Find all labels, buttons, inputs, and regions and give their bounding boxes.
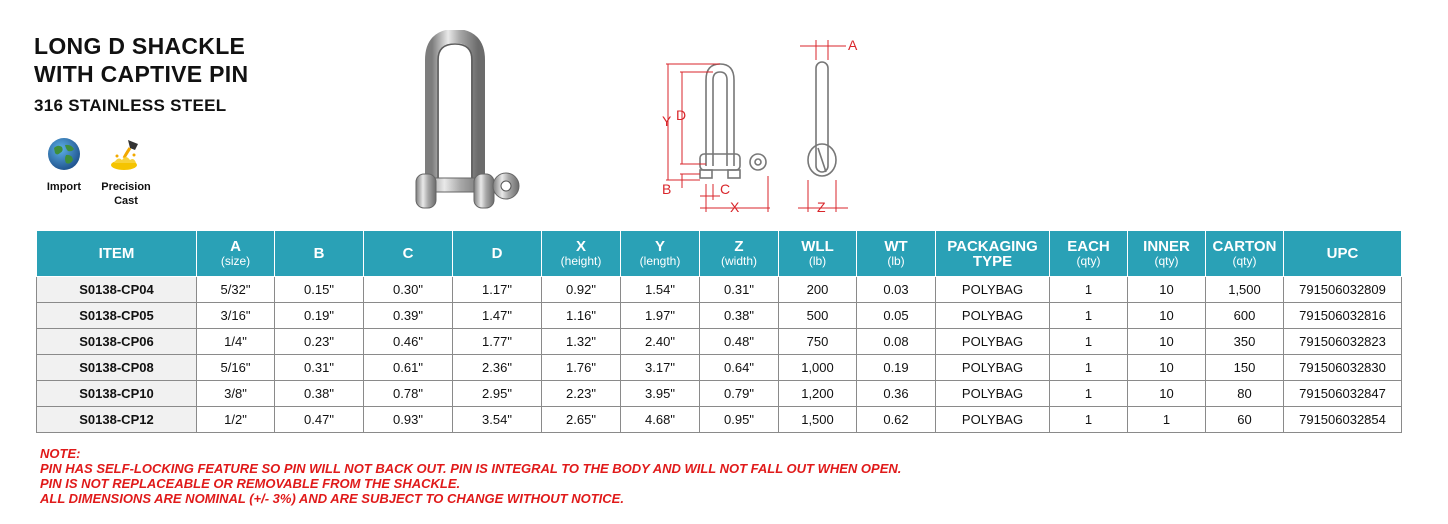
table-cell: 0.19" <box>275 303 364 329</box>
table-cell: 791506032816 <box>1284 303 1402 329</box>
column-header-label: ITEM <box>98 245 135 262</box>
product-title <box>34 32 248 88</box>
table-cell: 0.64" <box>700 355 779 381</box>
column-header-label: CARTON <box>1212 238 1277 255</box>
column-header-unit: (width) <box>720 254 757 268</box>
table-cell: 791506032823 <box>1284 329 1402 355</box>
table-cell: 0.47" <box>275 407 364 433</box>
item-cell: S0138-CP06 <box>37 329 197 355</box>
table-cell: 0.23" <box>275 329 364 355</box>
item-cell: S0138-CP05 <box>37 303 197 329</box>
table-cell: 0.19 <box>857 355 936 381</box>
table-cell: 0.48" <box>700 329 779 355</box>
note-line-3: ALL DIMENSIONS ARE NOMINAL (+/- 3%) AND ARE SUBJECT TO CHANGE WITHOUT NOTICE. <box>40 491 624 506</box>
table-cell: 0.15" <box>275 277 364 303</box>
table-cell: 1.32" <box>542 329 621 355</box>
table-cell: 1 <box>1050 329 1128 355</box>
column-header-unit: TYPE <box>972 252 1013 270</box>
table-cell: 5/16" <box>197 355 275 381</box>
table-cell: 1.16" <box>542 303 621 329</box>
table-cell: 0.03 <box>857 277 936 303</box>
table-cell: 1,500 <box>1206 277 1284 303</box>
table-cell: 0.30" <box>364 277 453 303</box>
item-cell: S0138-CP12 <box>37 407 197 433</box>
column-header-unit: (qty) <box>1232 254 1257 268</box>
table-cell: 791506032854 <box>1284 407 1402 433</box>
column-header-label: C <box>402 245 414 262</box>
item-cell: S0138-CP10 <box>37 381 197 407</box>
label-z: Z <box>817 199 826 215</box>
table-cell: 0.79" <box>700 381 779 407</box>
column-header-d <box>453 231 542 277</box>
table-cell: 1.17" <box>453 277 542 303</box>
table-cell: 3/16" <box>197 303 275 329</box>
table-cell: 2.40" <box>621 329 700 355</box>
column-header-label: WT <box>884 238 908 255</box>
table-cell: 0.08 <box>857 329 936 355</box>
table-cell: 0.46" <box>364 329 453 355</box>
column-header-item <box>37 231 197 277</box>
table-cell: 1 <box>1050 381 1128 407</box>
column-header-each <box>1050 231 1128 277</box>
table-cell: POLYBAG <box>936 277 1050 303</box>
dimension-diagram <box>660 36 790 220</box>
table-cell: 0.62 <box>857 407 936 433</box>
table-cell: 2.23" <box>542 381 621 407</box>
table-cell: 600 <box>1206 303 1284 329</box>
table-cell: 791506032847 <box>1284 381 1402 407</box>
column-header-z <box>700 231 779 277</box>
table-cell: 80 <box>1206 381 1284 407</box>
table-row <box>37 381 1402 407</box>
table-cell: 1.54" <box>621 277 700 303</box>
table-cell: POLYBAG <box>936 381 1050 407</box>
table-cell: 10 <box>1128 303 1206 329</box>
table-row <box>37 329 1402 355</box>
table-cell: POLYBAG <box>936 407 1050 433</box>
table-cell: 750 <box>779 329 857 355</box>
table-row <box>37 303 1402 329</box>
column-header-label: PACKAGING <box>947 237 1038 255</box>
column-header-upc <box>1284 231 1402 277</box>
table-cell: POLYBAG <box>936 329 1050 355</box>
notes-block <box>40 446 901 506</box>
column-header-wll <box>779 231 857 277</box>
table-row <box>37 277 1402 303</box>
table-cell: 200 <box>779 277 857 303</box>
title-line-1: LONG D SHACKLE <box>34 33 246 59</box>
material-subtitle: 316 STAINLESS STEEL <box>34 96 227 115</box>
table-cell: 5/32" <box>197 277 275 303</box>
title-line-2: WITH CAPTIVE PIN <box>34 61 249 87</box>
precision-cast-label-line-1: Precision <box>101 181 151 193</box>
table-cell: 0.92" <box>542 277 621 303</box>
table-cell: 1.97" <box>621 303 700 329</box>
table-cell: 791506032830 <box>1284 355 1402 381</box>
item-cell: S0138-CP04 <box>37 277 197 303</box>
table-cell: 1.76" <box>542 355 621 381</box>
precision-cast-icon <box>108 136 144 172</box>
table-cell: 0.39" <box>364 303 453 329</box>
spec-table <box>36 230 1402 433</box>
table-cell: 1/4" <box>197 329 275 355</box>
column-header-label: D <box>491 245 503 262</box>
column-header-label: EACH <box>1067 238 1110 255</box>
table-cell: 0.05 <box>857 303 936 329</box>
globe-icon <box>46 136 82 172</box>
table-cell: POLYBAG <box>936 303 1050 329</box>
table-cell: 2.65" <box>542 407 621 433</box>
table-cell: 2.36" <box>453 355 542 381</box>
column-header-label: UPC <box>1326 245 1359 262</box>
label-a: A <box>848 37 858 53</box>
table-cell: 0.36 <box>857 381 936 407</box>
table-cell: 0.95" <box>700 407 779 433</box>
table-cell: 1 <box>1050 303 1128 329</box>
column-header-packaging <box>936 231 1050 277</box>
item-cell: S0138-CP08 <box>37 355 197 381</box>
column-header-b <box>275 231 364 277</box>
table-cell: 1 <box>1128 407 1206 433</box>
table-cell: POLYBAG <box>936 355 1050 381</box>
table-cell: 60 <box>1206 407 1284 433</box>
column-header-y <box>621 231 700 277</box>
table-cell: 3.54" <box>453 407 542 433</box>
column-header-a <box>197 231 275 277</box>
table-row <box>37 407 1402 433</box>
column-header-c <box>364 231 453 277</box>
label-d: D <box>676 107 687 123</box>
label-c: C <box>720 181 731 197</box>
column-header-unit: (lb) <box>808 254 827 268</box>
column-header-unit: (length) <box>639 254 681 268</box>
precision-cast-label <box>96 180 156 208</box>
column-header-wt <box>857 231 936 277</box>
table-cell: 3.17" <box>621 355 700 381</box>
note-line-2: PIN IS NOT REPLACEABLE OR REMOVABLE FROM THE SHACKLE. <box>40 476 461 491</box>
side-view-diagram <box>790 36 870 220</box>
table-cell: 2.95" <box>453 381 542 407</box>
column-header-unit: (qty) <box>1154 254 1179 268</box>
table-cell: 10 <box>1128 355 1206 381</box>
note-line-1: PIN HAS SELF-LOCKING FEATURE SO PIN WILL NOT BACK OUT. PIN IS INTEGRAL TO THE BODY AND WILL NOT FALL OUT WHEN OPEN. <box>40 461 902 476</box>
table-header-row <box>37 231 1402 277</box>
label-x: X <box>730 199 740 215</box>
precision-cast-label-line-2: Cast <box>114 195 138 207</box>
table-cell: 1 <box>1050 277 1128 303</box>
import-badge-label: Import <box>46 181 82 193</box>
table-cell: 0.93" <box>364 407 453 433</box>
table-cell: 1 <box>1050 407 1128 433</box>
table-cell: 0.31" <box>275 355 364 381</box>
column-header-unit: (qty) <box>1076 254 1101 268</box>
table-cell: 4.68" <box>621 407 700 433</box>
column-header-label: WLL <box>801 238 834 255</box>
table-cell: 1.77" <box>453 329 542 355</box>
table-cell: 10 <box>1128 381 1206 407</box>
table-cell: 0.31" <box>700 277 779 303</box>
column-header-carton <box>1206 231 1284 277</box>
column-header-unit: (size) <box>220 254 251 268</box>
column-header-inner <box>1128 231 1206 277</box>
column-header-label: X <box>575 238 586 255</box>
table-cell: 0.38" <box>700 303 779 329</box>
table-cell: 1/2" <box>197 407 275 433</box>
column-header-unit: (height) <box>560 254 602 268</box>
column-header-label: INNER <box>1143 238 1190 255</box>
table-cell: 350 <box>1206 329 1284 355</box>
column-header-label: Z <box>734 238 744 255</box>
column-header-label: A <box>230 238 241 255</box>
table-cell: 0.38" <box>275 381 364 407</box>
table-cell: 1.47" <box>453 303 542 329</box>
column-header-unit: (lb) <box>887 254 905 268</box>
import-badge <box>34 136 94 194</box>
table-cell: 1,200 <box>779 381 857 407</box>
table-cell: 150 <box>1206 355 1284 381</box>
column-header-label: Y <box>654 238 665 255</box>
label-b: B <box>662 181 672 197</box>
table-cell: 0.61" <box>364 355 453 381</box>
shackle-photo <box>410 30 530 214</box>
label-y: Y <box>662 113 672 129</box>
table-cell: 791506032809 <box>1284 277 1402 303</box>
column-header-label: B <box>313 245 325 262</box>
column-header-x <box>542 231 621 277</box>
table-cell: 1 <box>1050 355 1128 381</box>
note-heading: NOTE: <box>40 446 81 461</box>
precision-cast-badge <box>96 136 156 208</box>
table-cell: 1,000 <box>779 355 857 381</box>
table-cell: 10 <box>1128 329 1206 355</box>
table-cell: 500 <box>779 303 857 329</box>
table-cell: 1,500 <box>779 407 857 433</box>
table-cell: 3/8" <box>197 381 275 407</box>
table-cell: 0.78" <box>364 381 453 407</box>
table-cell: 3.95" <box>621 381 700 407</box>
table-cell: 10 <box>1128 277 1206 303</box>
table-row <box>37 355 1402 381</box>
